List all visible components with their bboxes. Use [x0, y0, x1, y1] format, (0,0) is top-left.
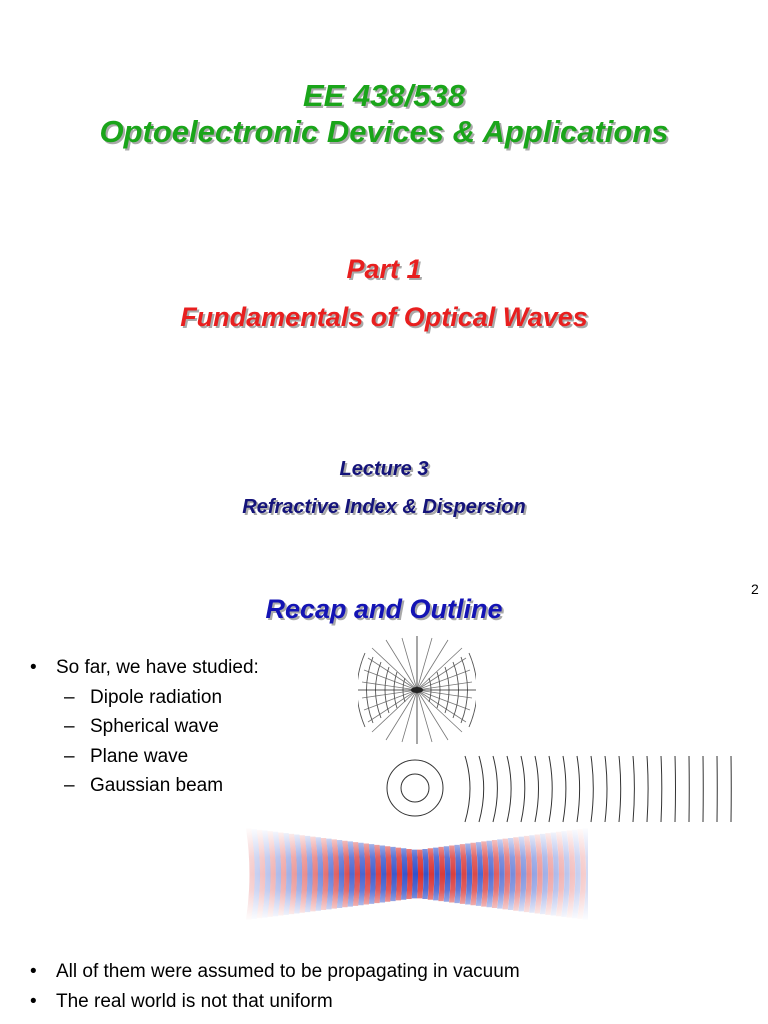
bullet-real-world — [30, 991, 333, 1013]
dash-mark: – — [64, 716, 75, 737]
part-title: Fundamentals of Optical Waves — [180, 302, 588, 332]
wavefront-line — [647, 756, 648, 822]
bullet-mark: • — [30, 657, 37, 678]
part-label: Part 1 — [346, 254, 422, 284]
bullet-mark: • — [30, 961, 37, 982]
list-item-text: Dipole radiation — [90, 687, 223, 708]
wavefront-line — [661, 756, 662, 822]
wavefront-line — [577, 756, 580, 822]
bullet-intro — [30, 657, 259, 679]
wavefront-line — [465, 756, 470, 822]
wavefront-line — [605, 756, 607, 822]
wavefront-line — [535, 756, 539, 822]
bullet-vacuum — [30, 961, 520, 983]
bullet-text: All of them were assumed to be propagating in vacuum — [56, 961, 520, 982]
wavefront-line — [507, 756, 511, 822]
wavefront-line — [479, 756, 484, 822]
lecture-title: Refractive Index & Dispersion — [242, 496, 526, 518]
bullet-mark: • — [30, 991, 37, 1012]
wavefront-line — [563, 756, 566, 822]
list-item-text: Plane wave — [90, 746, 189, 767]
course-title: Optoelectronic Devices & Applications — [99, 114, 669, 149]
list-item — [64, 716, 219, 738]
spherical-wave-figure — [365, 752, 750, 828]
wavefront-line — [549, 756, 552, 822]
wavefront-line — [521, 756, 525, 822]
wavefront-line — [493, 756, 497, 822]
gaussian-beam-figure — [246, 828, 588, 920]
dipole-radiation-figure — [358, 636, 476, 744]
wavefront-circle — [387, 760, 443, 816]
dash-mark: – — [64, 775, 75, 796]
wavefront-line — [591, 756, 593, 822]
dash-mark: – — [64, 687, 75, 708]
lecture-label: Lecture 3 — [339, 458, 429, 480]
bullet-text: So far, we have studied: — [56, 657, 259, 678]
wavefront-line — [619, 756, 621, 822]
page-number: 2 — [751, 581, 759, 597]
course-code: EE 438/538 — [302, 78, 466, 113]
dash-mark: – — [64, 746, 75, 767]
wavefront-line — [633, 756, 634, 822]
list-item — [64, 775, 223, 797]
list-item-text: Spherical wave — [90, 716, 219, 737]
list-item-text: Gaussian beam — [90, 775, 224, 796]
bullet-text: The real world is not that uniform — [56, 991, 333, 1012]
list-item — [64, 687, 222, 709]
slide-title: Recap and Outline — [265, 594, 503, 624]
wavefront-line — [675, 756, 676, 822]
wavefront-circle — [401, 774, 429, 802]
list-item — [64, 746, 188, 768]
